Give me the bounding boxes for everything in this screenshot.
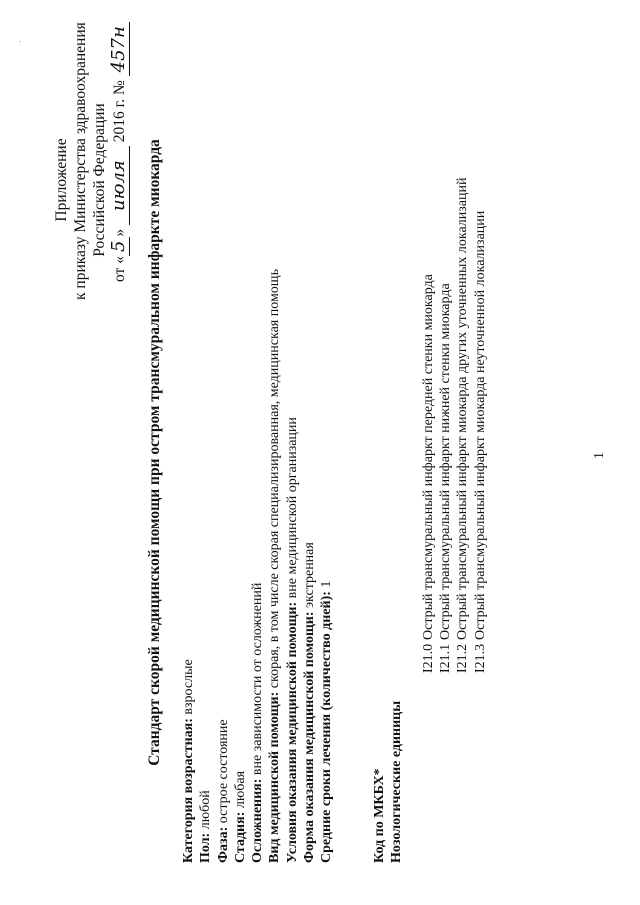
param-value: вне зависимости от осложнений (250, 582, 266, 779)
handwritten-month: июля (108, 146, 130, 225)
param-row (301, 269, 318, 863)
param-value: экстренная (302, 542, 318, 612)
param-row (266, 269, 283, 863)
param-row (284, 269, 301, 863)
diagnosis-text: Острый трансмуральный инфаркт миокарда других уточненных локализаций (455, 177, 471, 640)
standard-parameters (180, 269, 336, 863)
param-label: Форма оказания медицинской помощи: (302, 611, 318, 863)
approval-date-line (108, 26, 129, 300)
document-title: Стандарт скорой медицинской помощи при остром трансмуральном инфаркте миокарда (146, 139, 163, 766)
handwritten-number: 457н (108, 22, 130, 76)
mkb-code-label: Код по МКБХ* (372, 768, 387, 863)
param-row (197, 269, 214, 863)
mkb-code: I21.1 (438, 643, 454, 673)
list-item (472, 178, 489, 674)
diagnosis-text: Острый трансмуральный инфаркт нижней стенки миокарда (438, 283, 454, 640)
mkb-code: I21.2 (455, 643, 471, 673)
approval-line-1: к приказу Министерства здравоохранения (72, 22, 89, 300)
mkb-code: I21.3 (472, 643, 488, 673)
param-label: Категория возрастная: (181, 718, 196, 863)
list-item (420, 178, 437, 674)
param-row (249, 269, 266, 863)
param-label: Вид медицинской помощи: (267, 691, 283, 863)
param-value: скорая, в том числе скорая специализированная, медицинская помощь (267, 269, 283, 692)
nosology-label: Нозологические единицы (389, 700, 404, 863)
page-number: 1 (592, 452, 607, 459)
diagnosis-text: Острый трансмуральный инфаркт передней стенки миокарда (421, 274, 436, 640)
param-row (318, 269, 335, 863)
scan-dot: · (16, 40, 25, 43)
param-row (215, 269, 232, 863)
param-row (180, 269, 197, 863)
nosology-list (420, 178, 489, 674)
handwritten-day: 5 (108, 237, 130, 256)
param-label: Средние сроки лечения (количество дней): (319, 591, 335, 863)
list-item (454, 178, 471, 674)
param-value: острое состояние (215, 719, 231, 827)
approval-line-2: Российской Федерации (91, 103, 108, 257)
param-value: 1 (319, 580, 335, 592)
param-value: любой (198, 790, 214, 833)
param-label: Стадия: (232, 811, 248, 863)
approval-block (52, 22, 129, 300)
date-prefix: от « (111, 256, 128, 282)
param-row (232, 269, 249, 863)
param-value: вне медицинской организации (284, 417, 300, 602)
year-text: 2016 г. № (111, 80, 128, 143)
date-mid: » (111, 228, 128, 237)
param-label: Пол: (198, 832, 214, 863)
param-value: любая (232, 770, 248, 812)
param-label: Фаза: (215, 826, 231, 863)
diagnosis-text: Острый трансмуральный инфаркт миокарда неуточненной локализации (472, 210, 488, 640)
param-label: Условия оказания медицинской помощи: (284, 601, 300, 863)
param-value: взрослые (181, 659, 196, 719)
mkb-code: I21.0 (421, 643, 436, 673)
list-item (437, 178, 454, 674)
approval-heading: Приложение (53, 138, 70, 222)
param-label: Осложнения: (250, 778, 266, 863)
